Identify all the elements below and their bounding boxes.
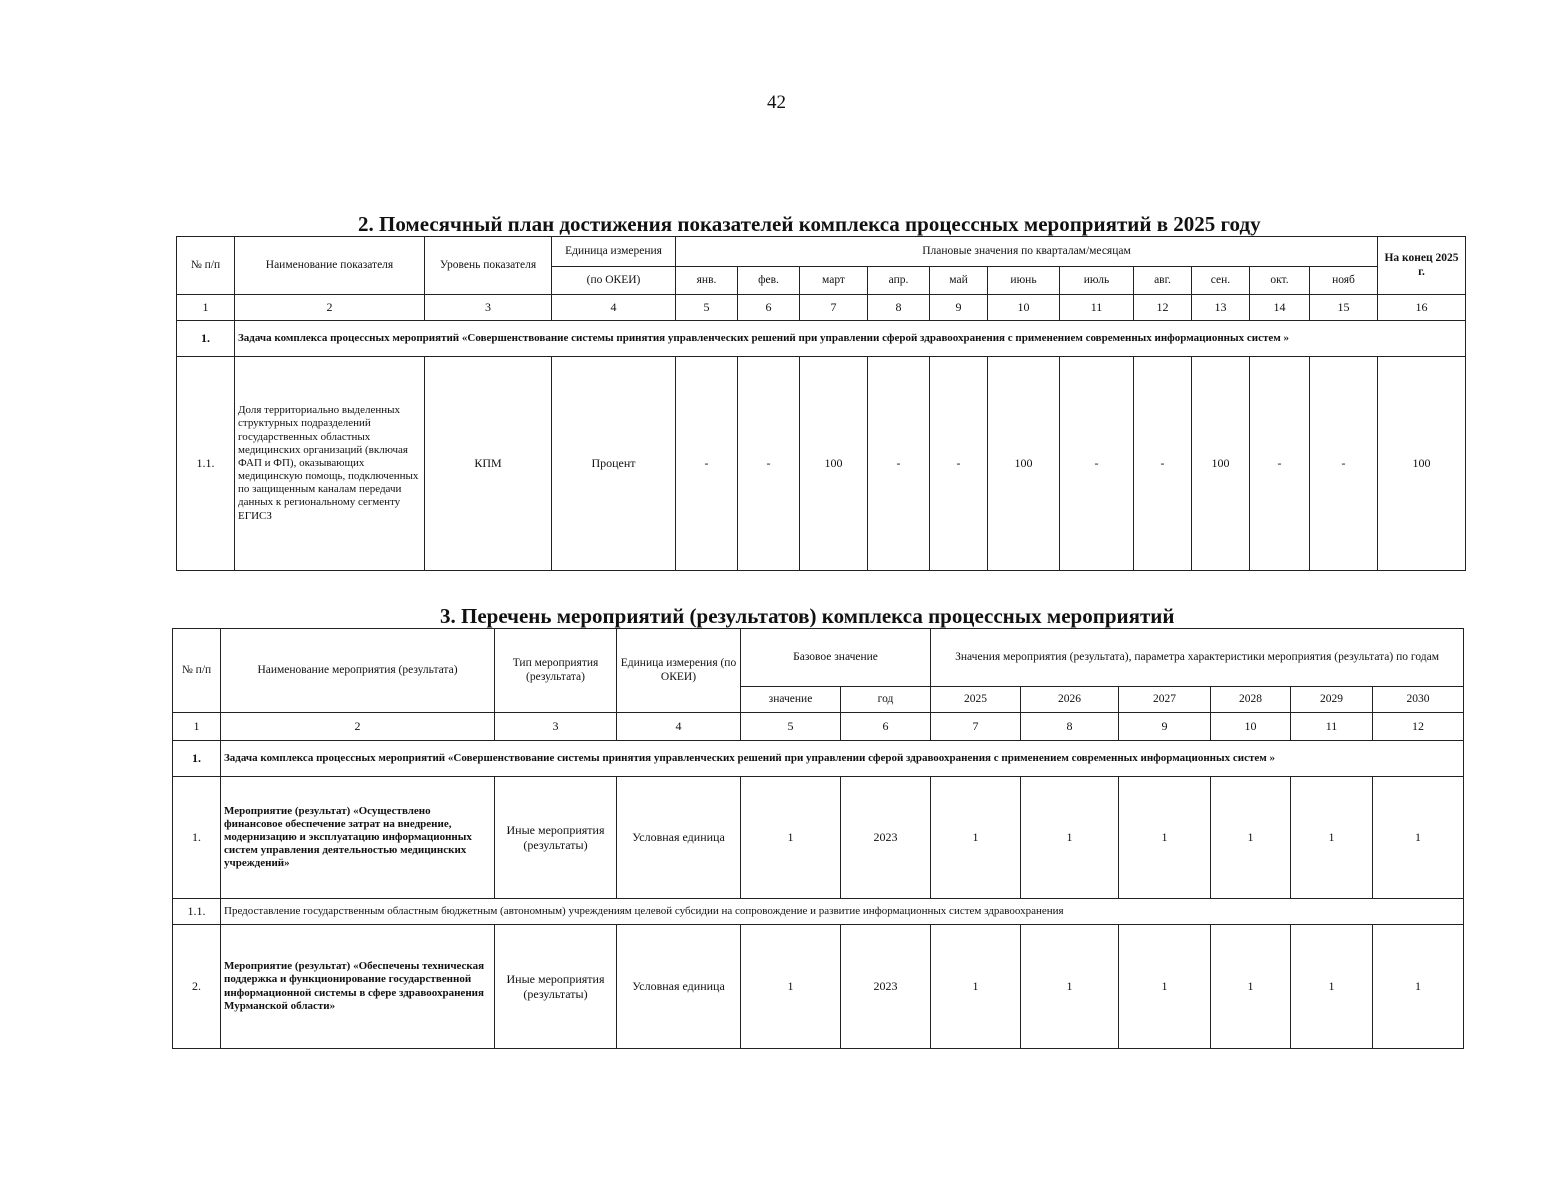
base-value: 1 bbox=[741, 777, 841, 899]
task-description: Задача комплекса процессных мероприятий «Совершенствование системы принятия управленческих решений при управлении сферой здравоохранения с применением современных информационных систем » bbox=[235, 321, 1466, 357]
header-base-value-year: год bbox=[841, 687, 931, 713]
header-unit: Единица измерения (по ОКЕИ) bbox=[617, 629, 741, 713]
header-indicator-name: Наименование показателя bbox=[235, 237, 425, 295]
column-number: 6 bbox=[841, 713, 931, 741]
column-number: 3 bbox=[425, 295, 552, 321]
indicator-unit: Процент bbox=[552, 357, 676, 571]
month-value: 100 bbox=[800, 357, 868, 571]
activity-name: Мероприятие (результат) «Осуществлено финансовое обеспечение затрат на внедрение, модернизацию и эксплуатацию информационных систем управления деятельностью медицинских учреждений» bbox=[221, 777, 495, 899]
header-month: март bbox=[800, 267, 868, 295]
column-number: 6 bbox=[738, 295, 800, 321]
activity-type: Иные мероприятия (результаты) bbox=[495, 925, 617, 1049]
task-number: 1. bbox=[173, 741, 221, 777]
header-month: янв. bbox=[676, 267, 738, 295]
column-number: 8 bbox=[1021, 713, 1119, 741]
column-number: 10 bbox=[1211, 713, 1291, 741]
header-year: 2029 bbox=[1291, 687, 1373, 713]
column-number: 12 bbox=[1134, 295, 1192, 321]
header-month: нояб bbox=[1310, 267, 1378, 295]
indicator-level: КПМ bbox=[425, 357, 552, 571]
year-value: 1 bbox=[1373, 777, 1464, 899]
column-number: 9 bbox=[1119, 713, 1211, 741]
year-value: 1 bbox=[1021, 777, 1119, 899]
header-month: авг. bbox=[1134, 267, 1192, 295]
header-month: май bbox=[930, 267, 988, 295]
column-number: 14 bbox=[1250, 295, 1310, 321]
month-value: 100 bbox=[988, 357, 1060, 571]
header-month: апр. bbox=[868, 267, 930, 295]
column-number: 11 bbox=[1291, 713, 1373, 741]
column-number: 5 bbox=[676, 295, 738, 321]
year-value: 1 bbox=[1373, 925, 1464, 1049]
activity-name: Мероприятие (результат) «Обеспечены техническая поддержка и функционирование государственной информационной системы в сфере здравоохранения Мурманской области» bbox=[221, 925, 495, 1049]
header-year: 2025 bbox=[931, 687, 1021, 713]
column-number: 5 bbox=[741, 713, 841, 741]
monthly-plan-table bbox=[176, 236, 1466, 571]
activity-type: Иные мероприятия (результаты) bbox=[495, 777, 617, 899]
column-number: 12 bbox=[1373, 713, 1464, 741]
column-number: 4 bbox=[617, 713, 741, 741]
year-value: 1 bbox=[1291, 777, 1373, 899]
year-value: 1 bbox=[1291, 925, 1373, 1049]
section3-title: 3. Перечень мероприятий (результатов) комплекса процессных мероприятий bbox=[440, 604, 1175, 628]
subrow-description: Предоставление государственным областным бюджетным (автономным) учреждениям целевой субсидии на сопровождение и развитие информационных систем здравоохранения bbox=[221, 899, 1464, 925]
year-value: 1 bbox=[1119, 777, 1211, 899]
header-month: июль bbox=[1060, 267, 1134, 295]
base-year: 2023 bbox=[841, 925, 931, 1049]
month-value: - bbox=[1134, 357, 1192, 571]
header-month: фев. bbox=[738, 267, 800, 295]
header-unit: Единица измерения bbox=[552, 237, 676, 267]
section2-title: 2. Помесячный план достижения показателей комплекса процессных мероприятий в 2025 году bbox=[358, 212, 1261, 236]
month-value: - bbox=[1310, 357, 1378, 571]
month-value: - bbox=[1250, 357, 1310, 571]
column-number: 2 bbox=[235, 295, 425, 321]
task-description: Задача комплекса процессных мероприятий «Совершенствование системы принятия управленческих решений при управлении сферой здравоохранения с применением современных информационных систем » bbox=[221, 741, 1464, 777]
year-value: 1 bbox=[931, 777, 1021, 899]
header-level: Уровень показателя bbox=[425, 237, 552, 295]
base-value: 1 bbox=[741, 925, 841, 1049]
column-number: 2 bbox=[221, 713, 495, 741]
column-number: 7 bbox=[800, 295, 868, 321]
column-number: 9 bbox=[930, 295, 988, 321]
year-value: 1 bbox=[931, 925, 1021, 1049]
header-month: июнь bbox=[988, 267, 1060, 295]
indicator-name: Доля территориально выделенных структурных подразделений государственных областных медицинских организаций (включая ФАП и ФП), оказывающих медицинскую помощь, подключенных по защищенным каналам передачи данных к региональному сегменту ЕГИСЗ bbox=[235, 357, 425, 571]
column-number: 11 bbox=[1060, 295, 1134, 321]
header-planned-values: Плановые значения по кварталам/месяцам bbox=[676, 237, 1378, 267]
activities-table bbox=[172, 628, 1464, 1049]
page-number: 42 bbox=[767, 92, 786, 113]
column-number: 10 bbox=[988, 295, 1060, 321]
header-month: окт. bbox=[1250, 267, 1310, 295]
column-number: 15 bbox=[1310, 295, 1378, 321]
task-number: 1. bbox=[177, 321, 235, 357]
year-value: 1 bbox=[1211, 925, 1291, 1049]
header-year: 2026 bbox=[1021, 687, 1119, 713]
column-number: 7 bbox=[931, 713, 1021, 741]
month-value: - bbox=[1060, 357, 1134, 571]
activity-unit: Условная единица bbox=[617, 925, 741, 1049]
header-end-of-year: На конец 2025 г. bbox=[1378, 237, 1466, 295]
header-month: сен. bbox=[1192, 267, 1250, 295]
column-number: 1 bbox=[173, 713, 221, 741]
header-values-by-year: Значения мероприятия (результата), параметра характеристики мероприятия (результата) по годам bbox=[931, 629, 1464, 687]
year-value: 1 bbox=[1119, 925, 1211, 1049]
header-unit-okei: (по ОКЕИ) bbox=[552, 267, 676, 295]
column-number: 4 bbox=[552, 295, 676, 321]
subrow-number: 1.1. bbox=[173, 899, 221, 925]
month-value: - bbox=[930, 357, 988, 571]
month-value: - bbox=[738, 357, 800, 571]
header-base-value-value: значение bbox=[741, 687, 841, 713]
column-number: 13 bbox=[1192, 295, 1250, 321]
column-number: 8 bbox=[868, 295, 930, 321]
header-year: 2028 bbox=[1211, 687, 1291, 713]
year-value: 1 bbox=[1211, 777, 1291, 899]
end-of-year-value: 100 bbox=[1378, 357, 1466, 571]
column-number: 16 bbox=[1378, 295, 1466, 321]
header-year: 2030 bbox=[1373, 687, 1464, 713]
month-value: 100 bbox=[1192, 357, 1250, 571]
column-number: 3 bbox=[495, 713, 617, 741]
base-year: 2023 bbox=[841, 777, 931, 899]
row-number: 1.1. bbox=[177, 357, 235, 571]
header-base-value: Базовое значение bbox=[741, 629, 931, 687]
column-number: 1 bbox=[177, 295, 235, 321]
row-number: 1. bbox=[173, 777, 221, 899]
header-num: № п/п bbox=[177, 237, 235, 295]
month-value: - bbox=[868, 357, 930, 571]
activity-unit: Условная единица bbox=[617, 777, 741, 899]
header-num: № п/п bbox=[173, 629, 221, 713]
month-value: - bbox=[676, 357, 738, 571]
header-year: 2027 bbox=[1119, 687, 1211, 713]
row-number: 2. bbox=[173, 925, 221, 1049]
header-activity-type: Тип мероприятия (результата) bbox=[495, 629, 617, 713]
year-value: 1 bbox=[1021, 925, 1119, 1049]
header-activity-name: Наименование мероприятия (результата) bbox=[221, 629, 495, 713]
